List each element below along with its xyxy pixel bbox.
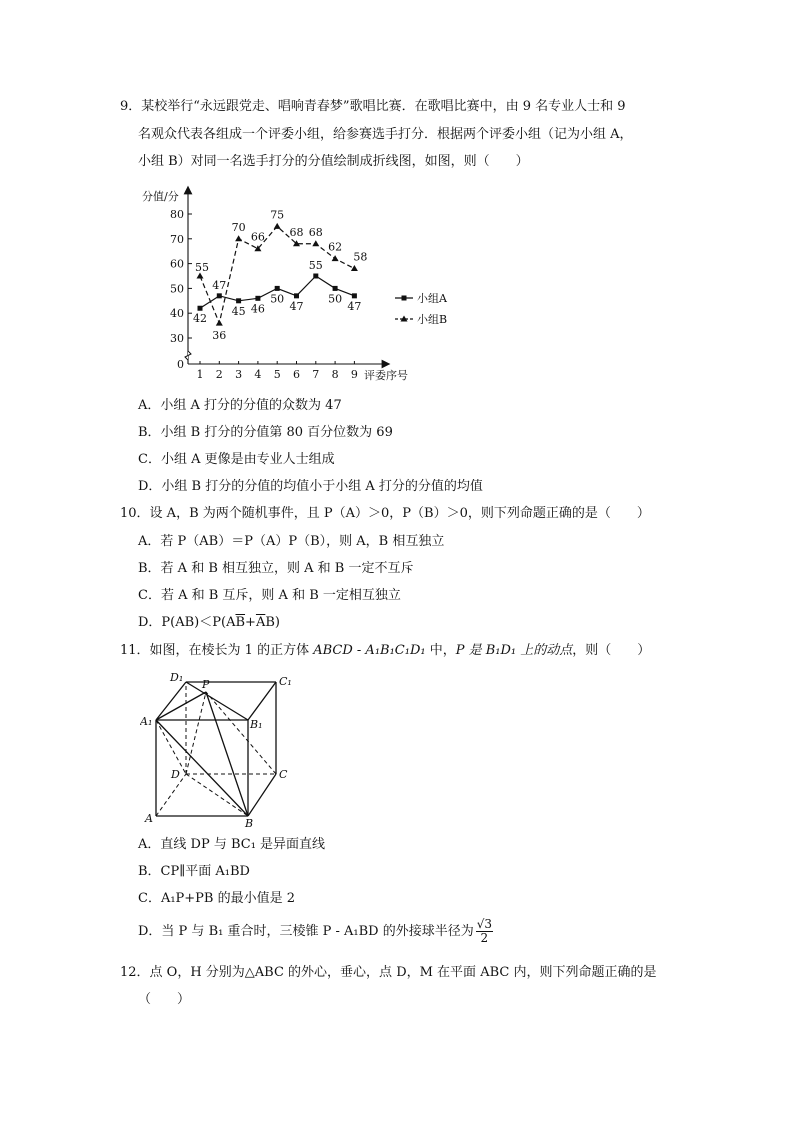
cube-label-c1: C₁	[279, 675, 292, 688]
q10-d-bar-b: $\overline{B}$	[235, 615, 246, 630]
data-label-a: 47	[347, 299, 362, 313]
hidden-segment-c-p	[206, 692, 276, 774]
q10-d-prefix: D．P(AB)＜P(A	[138, 615, 236, 630]
q11-option-a: A．直线 DP 与 BC₁ 是异面直线	[138, 837, 326, 852]
legend-label: 小组A	[417, 292, 447, 305]
data-label-b: 75	[270, 208, 285, 222]
y-axis-label: 分值/分	[142, 190, 179, 203]
y-tick-label: 60	[170, 257, 184, 271]
q11-option-b: B．CP∥平面 A₁BD	[138, 864, 250, 879]
data-point-a	[313, 274, 318, 279]
data-label-a: 46	[250, 302, 265, 316]
q9-option-c: C．小组 A 更像是由专业人士组成	[138, 452, 335, 467]
data-label-a: 50	[328, 292, 343, 306]
q12-stem-line-2: （ ）	[138, 992, 191, 1007]
q12-stem-line-1: 12．点 O，H 分别为△ABC 的外心，垂心，点 D，M 在平面 ABC 内，则下列命题正确的是	[120, 965, 657, 980]
data-label-a: 50	[270, 292, 285, 306]
data-label-b: 36	[212, 329, 227, 343]
q9-stem-line-1: 9．某校举行“永远跟党走、唱响青春梦”歌唱比赛．在歌唱比赛中，由 9 名专业人士和 9	[120, 99, 626, 114]
data-label-a: 42	[193, 312, 207, 326]
cube-label-d: D	[171, 768, 180, 781]
cube-label-d1: D₁	[170, 671, 184, 684]
data-label-a: 55	[308, 259, 323, 272]
x-tick-label: 2	[215, 368, 223, 381]
q10-stem: 10．设 A，B 为两个随机事件，且 P（A）＞0，P（B）＞0，则下列命题正确的是（ ）	[120, 506, 650, 521]
q11-stem	[120, 643, 650, 659]
y-tick-label: 70	[170, 232, 184, 246]
cube-label-b1: B₁	[250, 718, 263, 731]
x-tick-label: 6	[293, 368, 300, 381]
x-tick-label: 4	[254, 368, 262, 381]
fraction-numerator: √3	[476, 917, 492, 931]
q11-option-c: C．A₁P+PB 的最小值是 2	[138, 891, 296, 906]
q11-stem-suffix: ，则（ ）	[572, 643, 651, 658]
axis-break-icon	[185, 351, 191, 360]
q9-stem-line-3: 小组 B）对同一名选手打分的分值绘制成折线图，如图，则（ ）	[138, 154, 529, 169]
data-label-a: 47	[212, 278, 227, 292]
q11-stem-prefix: 11．如图，在棱长为 1 的正方体	[120, 643, 314, 658]
q9-option-d: D．小组 B 打分的分值的均值小于小组 A 打分的分值的均值	[138, 479, 483, 494]
x-tick-label: 7	[312, 368, 320, 381]
edge-b-c	[248, 774, 276, 816]
x-tick-label: 8	[331, 368, 339, 381]
y-tick-label: 40	[170, 307, 184, 321]
y-tick-label: 0	[177, 358, 184, 371]
data-point-a	[294, 293, 299, 298]
data-point-a	[217, 293, 222, 298]
cube-label-p: P	[202, 678, 210, 691]
data-point-a	[275, 286, 280, 291]
y-tick-label: 80	[170, 208, 184, 221]
data-point-b	[274, 223, 281, 229]
data-label-b: 62	[328, 240, 343, 254]
data-label-a: 45	[231, 304, 246, 318]
q10-option-b: B．若 A 和 B 相互独立，则 A 和 B 一定不互斥	[138, 561, 414, 576]
y-tick-label: 50	[170, 282, 184, 296]
data-label-a: 47	[289, 299, 304, 313]
data-point-a	[198, 306, 203, 311]
data-label-b: 58	[353, 250, 368, 264]
q10-d-suffix: B)	[265, 615, 280, 630]
q10-d-bar-a: $\overline{A}$	[255, 615, 266, 630]
q9-option-a: A．小组 A 打分的分值的众数为 47	[138, 398, 342, 413]
data-point-b	[332, 255, 339, 261]
q9-line-chart	[138, 180, 468, 390]
segment-a1-p	[156, 692, 206, 720]
data-point-b	[216, 320, 223, 326]
data-point-b	[312, 240, 319, 246]
q11-option-d	[138, 918, 493, 946]
y-tick-label: 30	[170, 332, 184, 345]
cube-label-a1: A₁	[140, 715, 153, 728]
sqrt3-over-2-fraction	[476, 918, 493, 945]
data-label-b: 68	[289, 225, 304, 239]
q11-p-def: P 是 B₁D₁ 上的动点	[455, 643, 573, 658]
data-point-b	[351, 265, 358, 271]
q11-d-text: D．当 P 与 B₁ 重合时，三棱锥 P - A₁BD 的外接球半径为	[138, 924, 474, 939]
cube-label-c: C	[279, 768, 288, 781]
x-axis-label: 评委序号	[364, 369, 408, 382]
q10-option-c: C．若 A 和 B 互斥，则 A 和 B 一定相互独立	[138, 588, 401, 603]
data-point-a	[236, 298, 241, 303]
data-point-a	[255, 296, 260, 301]
q10-option-d	[138, 615, 280, 631]
data-label-b: 68	[308, 225, 323, 239]
data-point-a	[333, 286, 338, 291]
q9-stem-line-2: 名观众代表各组成一个评委小组，给参赛选手打分．根据两个评委小组（记为小组 A，	[138, 127, 633, 142]
data-label-b: 70	[231, 220, 246, 234]
x-tick-label: 5	[273, 368, 281, 381]
q11-stem-mid: 中，	[425, 643, 456, 658]
legend-label: 小组B	[417, 313, 448, 326]
cube-label-a: A	[145, 812, 153, 825]
q11-cube-figure	[140, 668, 300, 828]
q9-option-b: B．小组 B 打分的分值第 80 百分位数为 69	[138, 425, 393, 440]
data-label-b: 55	[195, 261, 209, 274]
fraction-denominator: 2	[480, 931, 489, 945]
x-tick-label: 3	[235, 368, 243, 381]
edge-a1-d1	[156, 682, 186, 720]
data-label-b: 66	[250, 230, 265, 244]
data-point-b	[235, 235, 242, 241]
data-point-a	[352, 293, 357, 298]
x-tick-label: 9	[350, 368, 358, 381]
cube-label-b: B	[245, 817, 254, 828]
segment-b1-d1	[186, 682, 248, 720]
q11-cube-name: ABCD - A₁B₁C₁D₁	[313, 643, 426, 658]
legend-marker-square	[402, 296, 407, 301]
edge-b1-c1	[248, 682, 276, 720]
q10-option-a: A．若 P（AB）＝P（A）P（B），则 A，B 相互独立	[138, 534, 445, 549]
segment-a1-b	[156, 720, 248, 816]
hidden-segment-d-b	[186, 774, 248, 816]
segment-p-b	[206, 692, 248, 816]
x-tick-label: 1	[196, 368, 204, 381]
q10-d-plus: +	[245, 615, 256, 630]
